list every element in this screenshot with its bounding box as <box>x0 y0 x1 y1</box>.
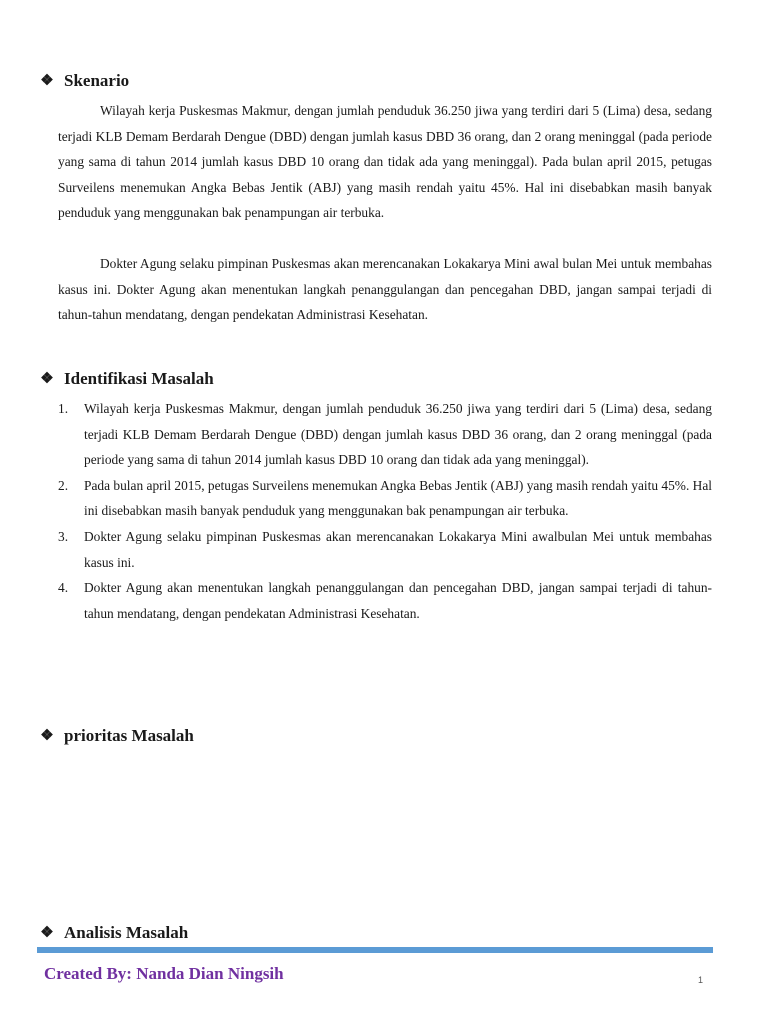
list-item-text: Wilayah kerja Puskesmas Makmur, dengan jumlah penduduk 36.250 jiwa yang terdiri dari 5 (Lima) desa, sedang terjadi KLB Demam Berdarah Dengue (DBD) dengan jumlah kasus DBD 36 orang, dan 2 orang meninggal (pada periode yang sama di tahun 2014 jumlah kasus DBD 10 orang dan tidak ada yang meninggal). <box>84 401 712 468</box>
section-title: Identifikasi Masalah <box>64 369 214 388</box>
section-title: Skenario <box>64 71 130 90</box>
diamond-bullet-icon: ❖ <box>40 925 54 941</box>
skenario-paragraph-1: Wilayah kerja Puskesmas Makmur, dengan jumlah penduduk 36.250 jiwa yang terdiri dari 5 (Lima) desa, sedang terjadi KLB Demam Berdarah Dengue (DBD) dengan jumlah kasus DBD 36 orang, dan 2 orang meninggal (pada periode yang sama di tahun 2014 jumlah kasus DBD 10 orang dan tidak ada yang meninggal). Pada bulan april 2015, petugas Surveilens menemukan Angka Bebas Jentik (ABJ) yang masih rendah yaitu 45%. Hal ini disebabkan masih banyak penduduk yang menggunakan bak penampungan air terbuka. <box>58 103 712 221</box>
footer-divider-bar <box>37 947 713 953</box>
list-item <box>58 524 712 575</box>
section-heading-analisis <box>38 923 188 943</box>
list-item <box>58 396 712 473</box>
list-item <box>58 473 712 524</box>
diamond-bullet-icon: ❖ <box>40 73 54 89</box>
footer-credit: Created By: Nanda Dian Ningsih <box>44 964 284 983</box>
list-number: 2. <box>58 477 69 493</box>
section-heading-skenario <box>38 71 129 91</box>
list-item-text: Dokter Agung selaku pimpinan Puskesmas akan merencanakan Lokakarya Mini awalbulan Mei untuk membahas kasus ini. <box>84 528 712 570</box>
section-title: Analisis Masalah <box>64 923 189 942</box>
section-title: prioritas Masalah <box>64 726 194 745</box>
page-number: 1 <box>698 975 704 985</box>
identifikasi-list <box>58 396 712 626</box>
section-heading-prioritas <box>38 726 194 746</box>
diamond-bullet-icon: ❖ <box>40 371 54 387</box>
list-item <box>58 575 712 626</box>
list-item-text: Dokter Agung akan menentukan langkah penanggulangan dan pencegahan DBD, jangan sampai terjadi di tahun-tahun mendatang, dengan pendekatan Administrasi Kesehatan. <box>84 580 712 621</box>
section-heading-identifikasi <box>38 369 214 389</box>
list-number: 4. <box>58 580 69 596</box>
list-item-text: Pada bulan april 2015, petugas Surveilens menemukan Angka Bebas Jentik (ABJ) yang masih rendah yaitu 45%. Hal ini disebabkan masih banyak penduduk yang menggunakan bak penampungan air terbuka. <box>84 477 712 519</box>
skenario-paragraph-2: Dokter Agung selaku pimpinan Puskesmas akan merencanakan Lokakarya Mini awal bulan Mei untuk membahas kasus ini. Dokter Agung akan menentukan langkah penanggulangan dan pencegahan DBD, jangan sampai terjadi di tahun-tahun mendatang, dengan pendekatan Administrasi Kesehatan. <box>58 256 712 323</box>
list-number: 3. <box>58 528 69 544</box>
diamond-bullet-icon: ❖ <box>40 728 54 744</box>
list-number: 1. <box>58 401 69 416</box>
